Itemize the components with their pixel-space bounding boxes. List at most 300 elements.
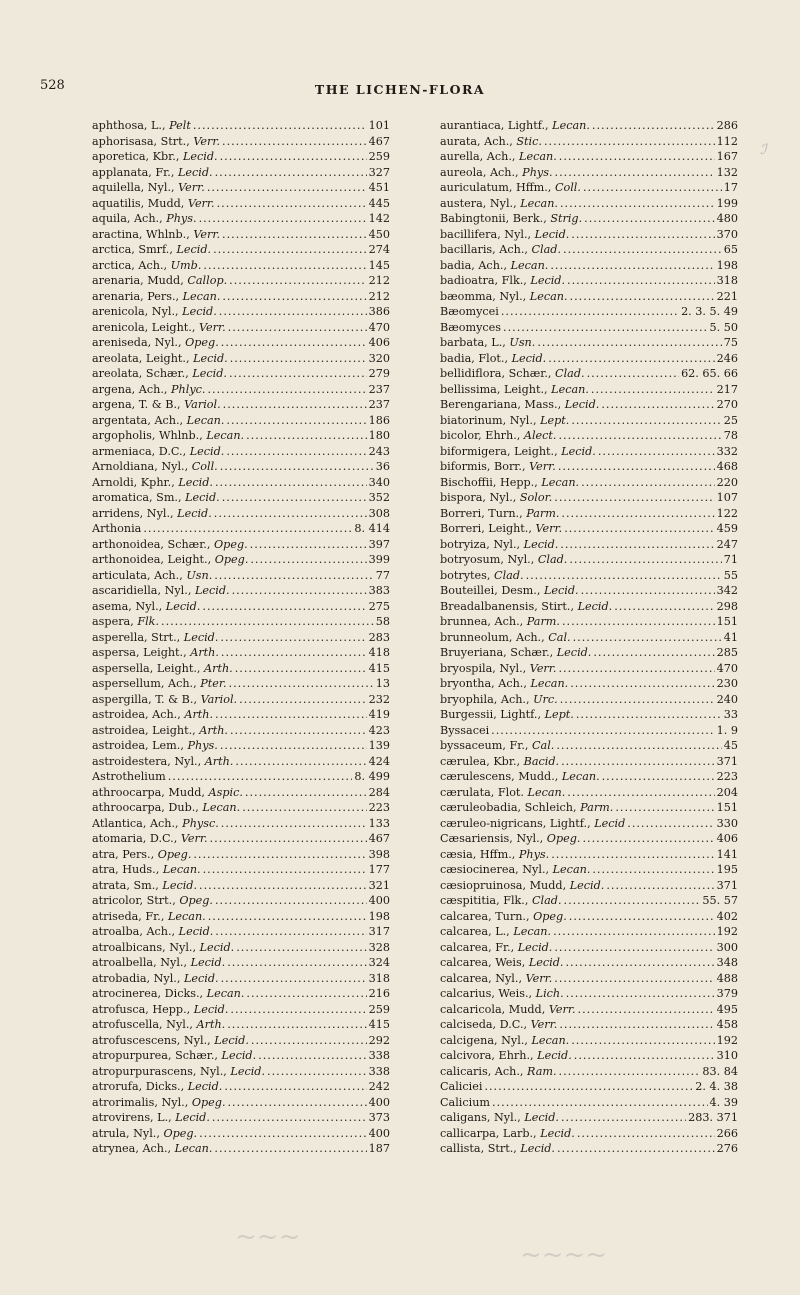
leader-dots	[227, 955, 366, 971]
entry-page-ref: 371	[716, 878, 738, 892]
entry-page-ref: 400	[368, 894, 390, 907]
index-entry	[440, 335, 738, 351]
entry-page-ref: 379	[716, 987, 738, 1000]
leader-dots	[576, 707, 722, 723]
entry-genus: Variol.	[200, 692, 238, 706]
leader-dots	[571, 1033, 714, 1049]
index-entry	[440, 599, 738, 615]
entry-name: atrata, Sm., Lecid.	[92, 878, 198, 892]
entry-page-ref: 259	[368, 150, 390, 163]
entry-name: biformis, Borr., Verr.	[440, 460, 556, 473]
entry-genus: Lecid.	[528, 956, 564, 969]
entry-genus: Pter.	[200, 677, 227, 690]
leader-dots	[214, 506, 367, 522]
leader-dots	[193, 118, 367, 134]
index-entry	[440, 723, 738, 739]
entry-genus: Verr.	[525, 971, 553, 985]
entry-name: aurella, Ach., Lecan.	[440, 150, 557, 163]
leader-dots	[559, 149, 715, 165]
index-entry	[92, 800, 390, 816]
entry-page-ref: 424	[368, 754, 390, 768]
entry-genus: Lecid.	[178, 475, 213, 489]
entry-name: atrynea, Ach., Lecan.	[92, 1142, 213, 1155]
entry-page-ref: 192	[716, 1033, 738, 1047]
entry-page-ref: 41	[723, 630, 738, 644]
index-entry	[440, 831, 738, 847]
entry-page-ref: 308	[368, 506, 390, 520]
entry-page-ref: 212	[368, 274, 390, 287]
entry-genus: Opeg.	[179, 894, 213, 907]
entry-name: Arthonia	[92, 522, 142, 535]
entry-page-ref: 406	[716, 832, 738, 845]
entry-genus: Lecid.	[190, 956, 226, 969]
entry-page-ref: 112	[716, 134, 738, 148]
entry-page-ref: 8. 499	[354, 770, 390, 783]
index-entry	[92, 909, 390, 925]
entry-genus: Lecid.	[193, 351, 228, 365]
entry-name: cærulea, Kbr., Bacid.	[440, 754, 560, 768]
entry-name: Bruyeriana, Schær., Lecid.	[440, 646, 592, 659]
entry-genus: Lecid	[594, 816, 626, 830]
entry-name: atriseda, Fr., Lecan.	[92, 909, 206, 923]
entry-page-ref: 145	[368, 258, 390, 272]
entry-page-ref: 330	[716, 816, 738, 830]
entry-page-ref: 321	[368, 878, 390, 892]
entry-page-ref: 55	[723, 568, 738, 582]
entry-page-ref: 283	[368, 630, 390, 644]
entry-name: biatorinum, Nyl., Lept.	[440, 413, 570, 427]
leader-dots	[560, 692, 715, 708]
entry-page-ref: 300	[716, 940, 738, 954]
entry-name: caligans, Nyl., Lecid.	[440, 1111, 559, 1124]
leader-dots	[601, 397, 714, 413]
index-entry	[440, 351, 738, 367]
entry-page-ref: 324	[368, 956, 390, 969]
leader-dots	[561, 754, 715, 770]
entry-name: areolata, Leight., Lecid.	[92, 351, 228, 365]
index-entry	[440, 428, 738, 444]
index-entry	[440, 1079, 738, 1095]
entry-page-ref: 240	[716, 692, 738, 706]
index-entry	[440, 738, 738, 754]
index-entry	[440, 785, 738, 801]
entry-genus: Lecid.	[511, 351, 547, 365]
leader-dots	[199, 211, 367, 227]
entry-page-ref: 459	[716, 522, 738, 535]
entry-name: bryophila, Ach., Urc.	[440, 692, 558, 706]
entry-name: Babingtonii, Berk., Strig.	[440, 212, 583, 225]
entry-genus: Lecan.	[529, 289, 568, 303]
leader-dots	[221, 816, 367, 832]
index-entry	[440, 289, 738, 305]
entry-name: brunneolum, Ach., Cal.	[440, 630, 571, 644]
entry-genus: Clad.	[555, 367, 585, 380]
entry-page-ref: 338	[368, 1049, 390, 1062]
leader-dots	[591, 382, 715, 398]
leader-dots	[232, 583, 367, 599]
entry-page-ref: 470	[368, 320, 390, 334]
index-entry	[440, 118, 738, 134]
entry-name: atrocinerea, Dicks., Lecan.	[92, 987, 245, 1000]
entry-name: calcarius, Weis., Lich.	[440, 987, 564, 1000]
leader-dots	[246, 428, 367, 444]
entry-genus: Lecid.	[176, 243, 212, 256]
entry-name: atomaria, D.C., Verr.	[92, 832, 208, 845]
entry-name: Berengariana, Mass., Lecid.	[440, 398, 600, 411]
entry-page-ref: 187	[368, 1142, 390, 1155]
index-entry	[440, 661, 738, 677]
index-entry	[440, 180, 738, 196]
entry-page-ref: 298	[716, 599, 738, 613]
entry-name: calcarea, Turn., Opeg.	[440, 909, 567, 923]
running-head: THE LICHEN-FLORA	[314, 82, 486, 97]
entry-genus: Lecid.	[194, 584, 230, 597]
entry-name: arenaria, Pers., Lecan.	[92, 289, 221, 303]
entry-genus: Parm.	[580, 801, 614, 814]
entry-name: bellidiflora, Schær., Clad.	[440, 367, 585, 380]
entry-name: athroocarpa, Dub., Lecan.	[92, 801, 241, 814]
leader-dots	[558, 459, 715, 475]
entry-genus: Opeg.	[213, 537, 248, 551]
entry-page-ref: 78	[723, 429, 738, 442]
index-entry	[440, 1110, 738, 1126]
entry-name: byssaceum, Fr., Cal.	[440, 739, 555, 752]
entry-name: atricolor, Strt., Opeg.	[92, 894, 213, 907]
entry-genus: Lecid.	[524, 1111, 559, 1124]
entry-name: aspersellum, Ach., Pter.	[92, 677, 227, 690]
index-entry	[92, 924, 390, 940]
leader-dots	[222, 227, 367, 243]
entry-genus: Verr.	[529, 661, 557, 675]
leader-dots	[571, 413, 721, 429]
index-entry	[92, 211, 390, 227]
leader-dots	[555, 165, 715, 181]
index-entry	[92, 1095, 390, 1111]
leader-dots	[230, 1002, 366, 1018]
entry-genus: Alect.	[523, 429, 557, 442]
index-entry	[92, 692, 390, 708]
leader-dots	[560, 537, 714, 553]
index-entry	[92, 304, 390, 320]
leader-dots	[242, 800, 366, 816]
entry-name: areolata, Schær., Lecid.	[92, 367, 227, 380]
entry-page-ref: 318	[716, 274, 738, 287]
entry-name: aurantiaca, Lightf., Lecan.	[440, 119, 590, 132]
margin-scribble: ℐ	[760, 142, 767, 158]
leader-dots	[581, 583, 715, 599]
entry-page-ref: 352	[368, 491, 390, 504]
entry-page-ref: 237	[368, 398, 390, 411]
leader-dots	[503, 320, 708, 336]
entry-name: aromatica, Sm., Lecid.	[92, 491, 220, 504]
entry-name: Arnoldi, Kphr., Lecid.	[92, 475, 213, 489]
index-entry	[92, 986, 390, 1002]
entry-genus: Lecan.	[552, 863, 591, 876]
entry-page-ref: 400	[368, 1126, 390, 1140]
entry-name: atrovirens, L., Lecid.	[92, 1111, 210, 1124]
entry-page-ref: 177	[368, 863, 390, 876]
entry-genus: Lecid.	[569, 878, 605, 892]
entry-page-ref: 230	[716, 677, 738, 690]
index-entry	[440, 227, 738, 243]
entry-name: calcivora, Ehrh., Lecid.	[440, 1049, 572, 1062]
leader-dots	[143, 521, 352, 537]
entry-genus: Flk.	[137, 615, 160, 628]
entry-page-ref: 445	[368, 196, 390, 210]
index-entry	[92, 754, 390, 770]
index-entry	[92, 831, 390, 847]
entry-page-ref: 58	[375, 615, 390, 628]
entry-genus: Lecan.	[167, 909, 206, 923]
entry-name: atroalba, Ach., Lecid.	[92, 925, 214, 938]
leader-dots	[583, 180, 722, 196]
index-entry	[92, 1017, 390, 1033]
leader-dots	[222, 490, 367, 506]
index-entry	[92, 289, 390, 305]
index-entry	[92, 738, 390, 754]
entry-name: aspera, Flk.	[92, 615, 160, 628]
index-entry	[440, 645, 738, 661]
entry-page-ref: 451	[368, 181, 390, 194]
index-entry	[92, 568, 390, 584]
index-entry	[440, 304, 738, 320]
leader-dots	[484, 1079, 693, 1095]
leader-dots	[564, 893, 701, 909]
entry-name: aquila, Ach., Phys.	[92, 212, 197, 225]
leader-dots	[226, 444, 366, 460]
entry-genus: Urc.	[533, 692, 558, 706]
index-entry	[440, 769, 738, 785]
index-entry	[440, 707, 738, 723]
entry-page-ref: 216	[368, 987, 390, 1000]
entry-genus: Verr.	[530, 1018, 558, 1031]
entry-genus: Lecan.	[202, 801, 241, 814]
entry-name: bryospila, Nyl., Verr.	[440, 661, 557, 675]
entry-genus: Lecan.	[162, 863, 201, 876]
leader-dots	[554, 490, 714, 506]
entry-page-ref: 45	[723, 739, 738, 752]
entry-name: atrofusca, Hepp., Lecid.	[92, 1002, 229, 1016]
entry-genus: Lecid.	[187, 1080, 223, 1093]
entry-genus: Lecid.	[165, 599, 201, 613]
entry-genus: Verr.	[198, 320, 226, 334]
index-entry	[440, 630, 738, 646]
entry-genus: Lecan.	[530, 677, 569, 690]
entry-name: atrobadia, Nyl., Lecid.	[92, 971, 219, 985]
entry-page-ref: 415	[368, 1018, 390, 1031]
entry-page-ref: 292	[368, 1033, 390, 1047]
entry-page-ref: 242	[368, 1080, 390, 1093]
index-entry	[92, 971, 390, 987]
leader-dots	[246, 986, 366, 1002]
entry-name: Borreri, Turn., Parm.	[440, 506, 560, 520]
index-entry	[440, 366, 738, 382]
leader-dots	[214, 1141, 366, 1157]
entry-genus: Lecid.	[540, 1126, 575, 1140]
entry-genus: Opeg.	[214, 553, 249, 566]
leader-dots	[574, 1048, 715, 1064]
entry-page-ref: 400	[368, 1095, 390, 1109]
entry-name: aureola, Ach., Phys.	[440, 165, 553, 179]
leader-dots	[227, 1017, 366, 1033]
entry-page-ref: 488	[716, 971, 738, 985]
entry-genus: Coll.	[191, 460, 218, 473]
entry-page-ref: 279	[368, 367, 390, 380]
entry-page-ref: 399	[368, 553, 390, 566]
index-column-left	[92, 118, 390, 1157]
entry-name: Bouteillei, Desm., Lecid.	[440, 584, 579, 597]
entry-genus: Phys.	[166, 212, 197, 225]
entry-name: Bischoffii, Hepp., Lecan.	[440, 475, 580, 489]
entry-page-ref: 332	[716, 444, 738, 458]
leader-dots	[221, 971, 367, 987]
leader-dots	[556, 738, 721, 754]
entry-genus: Phys.	[187, 739, 218, 752]
entry-genus: Lecan.	[551, 382, 589, 396]
entry-genus: Verr.	[535, 522, 563, 535]
index-entry	[440, 537, 738, 553]
entry-name: argena, T. & B., Variol.	[92, 398, 221, 411]
leader-dots	[559, 1064, 701, 1080]
entry-page-ref: 398	[368, 847, 390, 861]
index-entry	[92, 661, 390, 677]
leader-dots	[250, 537, 367, 553]
entry-genus: Lecan.	[206, 429, 245, 442]
entry-genus: Lecan.	[561, 770, 600, 783]
entry-page-ref: 83. 84	[702, 1064, 738, 1078]
entry-genus: Lept.	[540, 413, 570, 427]
index-entry	[92, 428, 390, 444]
entry-name: botrytes, Clad.	[440, 568, 524, 582]
index-entry	[440, 552, 738, 568]
entry-name: bicolor, Ehrh., Alect.	[440, 429, 557, 442]
entry-genus: Lecan.	[520, 196, 558, 210]
index-entry	[440, 676, 738, 692]
entry-genus: Phys.	[522, 165, 553, 179]
leader-dots	[161, 614, 374, 630]
entry-page-ref: 4. 39	[709, 1095, 738, 1109]
entry-name: badia, Flot., Lecid.	[440, 351, 547, 365]
entry-page-ref: 468	[716, 460, 738, 473]
entry-page-ref: 283. 371	[688, 1111, 738, 1124]
entry-name: atrorufa, Dicks., Lecid.	[92, 1080, 223, 1093]
entry-name: arthonoidea, Leight., Opeg.	[92, 553, 249, 566]
entry-genus: Clad.	[531, 243, 562, 256]
index-entry	[92, 490, 390, 506]
leader-dots	[562, 614, 715, 630]
entry-name: Borreri, Leight., Verr.	[440, 522, 563, 535]
entry-page-ref: 220	[716, 475, 738, 489]
index-entry	[440, 382, 738, 398]
entry-page-ref: 1. 9	[716, 723, 738, 737]
entry-page-ref: 65	[723, 243, 738, 256]
entry-genus: Lecid.	[564, 398, 600, 411]
page-number: 528	[40, 78, 65, 93]
entry-page-ref: 286	[716, 119, 738, 132]
entry-name: atra, Huds., Lecan.	[92, 863, 201, 876]
leader-dots	[567, 273, 715, 289]
entry-name: arenicola, Leight., Verr.	[92, 320, 226, 334]
index-entry	[440, 1064, 738, 1080]
entry-name: cæsia, Hffm., Phys.	[440, 847, 550, 861]
entry-genus: Lecan.	[527, 785, 566, 799]
entry-genus: Opeg.	[533, 909, 567, 923]
entry-page-ref: 2. 3. 5. 49	[681, 305, 738, 318]
index-entry	[92, 940, 390, 956]
leader-dots	[226, 413, 366, 429]
leader-dots	[578, 1002, 715, 1018]
leader-dots	[222, 289, 366, 305]
entry-name: aporetica, Kbr., Lecid.	[92, 150, 218, 163]
leader-dots	[230, 723, 367, 739]
entry-genus: Stic.	[516, 134, 542, 148]
entry-genus: Lecan.	[174, 1142, 213, 1155]
entry-genus: Arth.	[199, 723, 228, 737]
leader-dots	[571, 227, 714, 243]
entry-genus: Lecan.	[541, 475, 580, 489]
index-entry	[92, 614, 390, 630]
entry-name: astroidea, Lem., Phys.	[92, 739, 218, 752]
index-entry	[92, 459, 390, 475]
entry-genus: Lecan.	[552, 119, 590, 132]
entry-genus: Lept.	[544, 708, 574, 721]
index-entry	[440, 614, 738, 630]
leader-dots	[569, 552, 721, 568]
entry-genus: Phys.	[518, 847, 550, 861]
index-entry	[92, 862, 390, 878]
entry-genus: Lecid.	[199, 940, 235, 954]
index-entry	[440, 1141, 738, 1157]
entry-name: cæsiopruinosa, Mudd, Lecid.	[440, 878, 605, 892]
leader-dots	[251, 1033, 367, 1049]
index-entry	[92, 506, 390, 522]
entry-genus: Lecid.	[561, 444, 596, 458]
entry-page-ref: 259	[368, 1002, 390, 1016]
entry-name: Cæsariensis, Nyl., Opeg.	[440, 832, 581, 845]
entry-page-ref: 132	[716, 165, 738, 179]
index-entry	[92, 335, 390, 351]
leader-dots	[566, 986, 715, 1002]
index-entry	[440, 413, 738, 429]
index-entry	[92, 955, 390, 971]
entry-genus: Lecan.	[186, 413, 225, 427]
index-entry	[440, 893, 738, 909]
index-entry	[92, 630, 390, 646]
leader-dots	[558, 661, 714, 677]
leader-dots	[570, 289, 715, 305]
entry-page-ref: 386	[368, 305, 390, 318]
index-entry	[440, 862, 738, 878]
entry-page-ref: 320	[368, 351, 390, 365]
leader-dots	[564, 521, 714, 537]
entry-genus: Arth.	[204, 754, 234, 768]
entry-name: asema, Nyl., Lecid.	[92, 599, 201, 613]
index-entry	[440, 1002, 738, 1018]
index-entry	[440, 242, 738, 258]
leader-dots	[207, 382, 366, 398]
leader-dots	[221, 335, 367, 351]
entry-genus: Opeg.	[163, 1126, 198, 1140]
entry-name: cæruleobadia, Schleich, Parm.	[440, 801, 614, 814]
index-entry	[440, 800, 738, 816]
entry-page-ref: 139	[368, 739, 390, 752]
entry-page-ref: 418	[368, 646, 390, 659]
entry-name: cæspititia, Flk., Clad.	[440, 894, 562, 907]
index-entry	[440, 1017, 738, 1033]
entry-name: badia, Ach., Lecan.	[440, 258, 549, 272]
entry-genus: Verr.	[187, 196, 215, 210]
leader-dots	[222, 134, 367, 150]
